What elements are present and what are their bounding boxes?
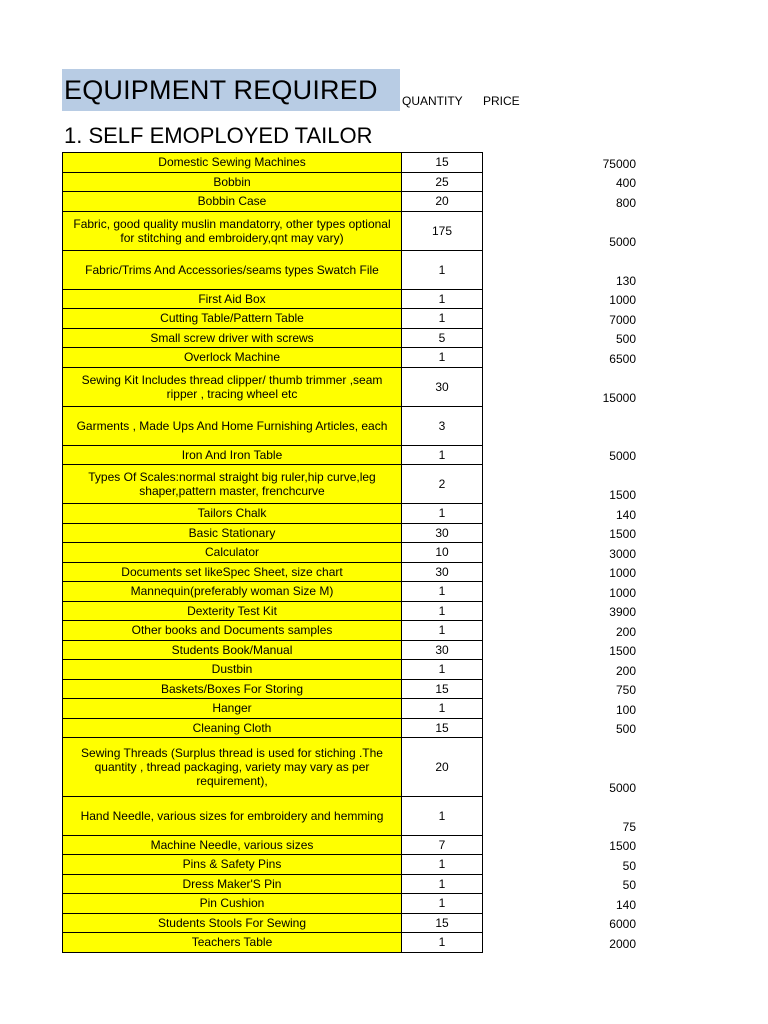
item-cell: Basic Stationary [63,523,402,543]
table-row [63,601,483,621]
price-cell [540,640,636,660]
table-row [63,250,483,289]
item-cell: Cleaning Cloth [63,718,402,738]
table-row [63,874,483,894]
quantity-cell: 1 [402,445,483,465]
price-value: 1500 [609,839,636,853]
price-value: 1500 [609,527,636,541]
table-row [63,289,483,309]
price-cell [540,503,636,523]
item-cell: Documents set likeSpec Sheet, size chart [63,562,402,582]
price-cell [540,718,636,738]
table-row [63,192,483,212]
table-row [63,328,483,348]
item-cell: Students Stools For Sewing [63,913,402,933]
price-cell [540,659,636,679]
price-cell [540,854,636,874]
item-cell: Bobbin [63,172,402,192]
item-cell: Other books and Documents samples [63,621,402,641]
quantity-cell: 15 [402,153,483,173]
quantity-cell: 1 [402,699,483,719]
item-cell: Cutting Table/Pattern Table [63,309,402,329]
price-value: 500 [615,332,636,346]
section-title: 1. SELF EMOPLOYED TAILOR [64,123,373,148]
price-value: 1000 [609,566,636,580]
price-cell [540,308,636,328]
price-cell [540,796,636,835]
price-value: 50 [622,858,636,873]
price-cell [540,289,636,309]
table-row [63,835,483,855]
price-cell [540,250,636,289]
quantity-cell: 10 [402,543,483,563]
quantity-cell: 15 [402,679,483,699]
quantity-cell: 1 [402,660,483,680]
table-row [63,153,483,173]
item-cell: Iron And Iron Table [63,445,402,465]
price-value: 1500 [609,644,636,658]
item-cell: Fabric/Trims And Accessories/seams types Swatch File [63,250,402,289]
price-value: 2000 [609,936,636,951]
quantity-cell: 15 [402,913,483,933]
item-cell: Mannequin(preferably woman Size M) [63,582,402,602]
price-value: 7000 [609,312,636,327]
quantity-cell: 1 [402,250,483,289]
table-row [63,933,483,953]
table-row [63,582,483,602]
table-row [63,504,483,524]
table-row [63,211,483,250]
table-row [63,543,483,563]
price-value: 400 [615,176,636,190]
table-row [63,445,483,465]
quantity-cell: 1 [402,348,483,368]
quantity-cell: 1 [402,874,483,894]
quantity-cell: 1 [402,933,483,953]
quantity-cell: 30 [402,640,483,660]
quantity-cell: 5 [402,328,483,348]
item-cell: Hand Needle, various sizes for embroidery and hemming [63,796,402,835]
item-cell: First Aid Box [63,289,402,309]
quantity-cell: 1 [402,796,483,835]
quantity-cell: 1 [402,894,483,914]
table-row [63,660,483,680]
quantity-cell: 1 [402,309,483,329]
price-cell [540,620,636,640]
quantity-cell: 20 [402,192,483,212]
price-cell [540,542,636,562]
item-cell: Pin Cushion [63,894,402,914]
table-row [63,348,483,368]
item-cell: Bobbin Case [63,192,402,212]
item-cell: Sewing Kit Includes thread clipper/ thumb trimmer ,seam ripper , tracing wheel etc [63,367,402,406]
price-value: 1000 [609,293,636,307]
quantity-cell: 30 [402,367,483,406]
quantity-cell: 1 [402,289,483,309]
price-cell [540,601,636,621]
table-row [63,465,483,504]
price-value: 500 [615,722,636,736]
price-value: 15000 [602,390,636,405]
price-cell [540,191,636,211]
price-cell [540,523,636,543]
equipment-table [62,152,483,953]
price-header: PRICE [483,94,520,108]
item-cell: Baskets/Boxes For Storing [63,679,402,699]
price-value: 200 [615,624,636,639]
price-cell [540,347,636,367]
item-cell: Fabric, good quality muslin mandatorry, other types optional for stitching and embroidery,qnt may vary) [63,211,402,250]
item-cell: Dress Maker'S Pin [63,874,402,894]
quantity-cell: 2 [402,465,483,504]
price-cell [540,874,636,894]
item-cell: Overlock Machine [63,348,402,368]
price-cell [540,835,636,855]
price-cell [540,562,636,582]
price-value: 3000 [609,546,636,561]
table-row [63,738,483,797]
price-value: 5000 [609,234,636,249]
quantity-cell: 7 [402,835,483,855]
price-value: 1500 [609,488,636,502]
table-row [63,562,483,582]
item-cell: Machine Needle, various sizes [63,835,402,855]
price-value: 5000 [609,449,636,463]
page-title: EQUIPMENT REQUIRED [64,75,378,105]
quantity-cell: 1 [402,855,483,875]
item-cell: Pins & Safety Pins [63,855,402,875]
table-row [63,309,483,329]
quantity-cell: 25 [402,172,483,192]
table-row [63,718,483,738]
price-value: 800 [615,195,636,210]
table-row [63,913,483,933]
table-row [63,406,483,445]
quantity-cell: 15 [402,718,483,738]
table-row [63,367,483,406]
price-cell [540,698,636,718]
price-value: 1000 [609,585,636,600]
quantity-cell: 1 [402,504,483,524]
quantity-cell: 30 [402,523,483,543]
quantity-header: QUANTITY [402,94,463,108]
table-row [63,796,483,835]
price-value: 750 [615,683,636,697]
item-cell: Students Book/Manual [63,640,402,660]
price-cell [540,581,636,601]
item-cell: Sewing Threads (Surplus thread is used for stiching .The quantity , thread packaging, variety may vary as per requirement), [63,738,402,797]
table-row [63,172,483,192]
table-row [63,894,483,914]
price-value: 140 [615,507,636,522]
price-cell [540,913,636,933]
price-cell [540,464,636,503]
item-cell: Small screw driver with screws [63,328,402,348]
price-value: 50 [622,878,636,892]
price-cell [540,328,636,348]
price-cell [540,172,636,192]
price-cell [540,367,636,406]
item-cell: Types Of Scales:normal straight big ruler,hip curve,leg shaper,pattern master, frenchcurve [63,465,402,504]
price-value: 5000 [609,780,636,795]
item-cell: Tailors Chalk [63,504,402,524]
table-row [63,621,483,641]
price-value: 75000 [602,156,636,171]
price-cell [540,893,636,913]
item-cell: Dustbin [63,660,402,680]
price-cell [540,152,636,172]
item-cell: Garments , Made Ups And Home Furnishing Articles, each [63,406,402,445]
price-value: 6000 [609,917,636,931]
price-cell [540,406,636,445]
quantity-cell: 1 [402,601,483,621]
item-cell: Dexterity Test Kit [63,601,402,621]
quantity-cell: 175 [402,211,483,250]
table-row [63,640,483,660]
price-value: 130 [615,273,636,288]
table-row [63,855,483,875]
price-value: 6500 [609,351,636,366]
price-cell [540,445,636,465]
item-cell: Calculator [63,543,402,563]
price-column [540,152,636,952]
item-cell: Teachers Table [63,933,402,953]
price-value: 140 [615,897,636,912]
price-cell [540,737,636,796]
price-cell [540,932,636,952]
price-value: 100 [615,702,636,717]
quantity-cell: 20 [402,738,483,797]
quantity-cell: 1 [402,582,483,602]
price-cell [540,679,636,699]
quantity-cell: 30 [402,562,483,582]
table-row [63,699,483,719]
table-row [63,523,483,543]
table-row [63,679,483,699]
price-value: 3900 [609,605,636,619]
item-cell: Hanger [63,699,402,719]
quantity-cell: 1 [402,621,483,641]
price-value: 75 [622,819,636,834]
item-cell: Domestic Sewing Machines [63,153,402,173]
equipment-table-body [63,153,483,953]
quantity-cell: 3 [402,406,483,445]
price-cell [540,211,636,250]
price-value: 200 [615,663,636,678]
